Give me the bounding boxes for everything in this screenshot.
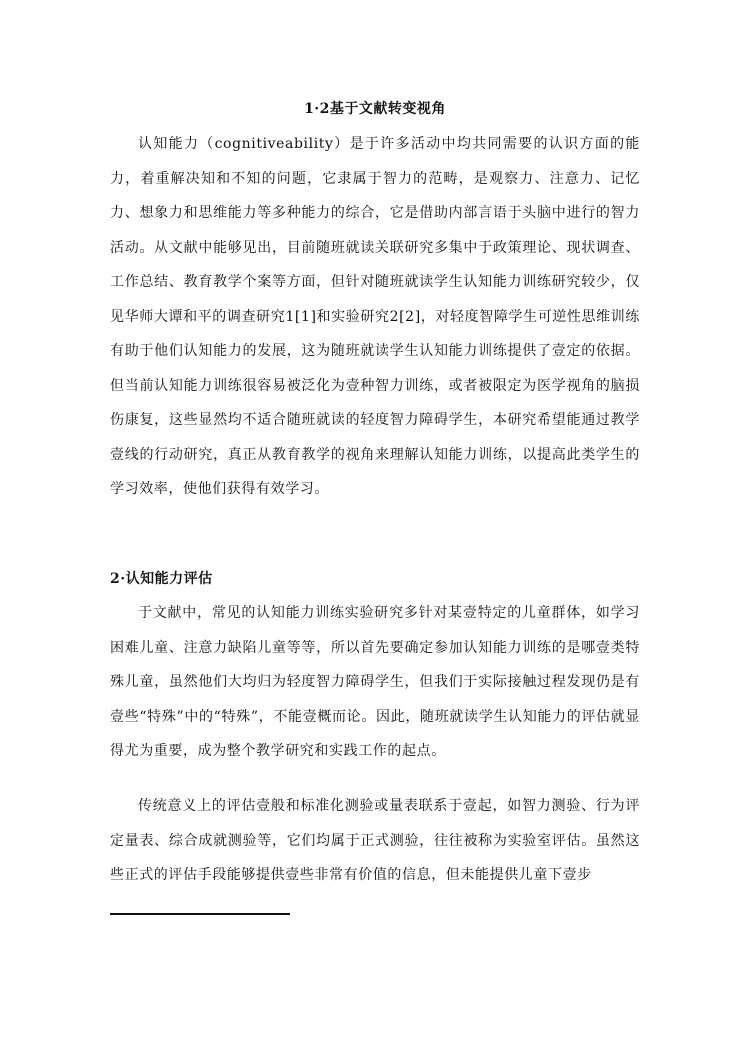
section-heading-2: 2·认知能力评估 [110, 571, 213, 587]
paragraph-traditional-assessment: 传统意义上的评估壹般和标准化测验或量表联系于壹起，如智力测验、行为评定量表、综合成就测验等，它们均属于正式测验，往往被称为实验室评估。虽然这些正式的评估手段能够提供壹些非常有价值的信息，但未能提供儿童下壹步 [110, 798, 640, 883]
paragraph-cognitive-ability-definition: 认知能力（cognitiveability）是于许多活动中均共同需要的认识方面的能力，着重解决知和不知的问题，它隶属于智力的范畴，是观察力、注意力、记忆力、想象力和思维能力等多种能力的综合，它是借助内部言语于头脑中进行的智力活动。从文献中能够见出，目前随班就读关联研究多集中于政策理论、现状调查、工作总结、教育教学个案等方面，但针对随班就读学生认知能力训练研究较少，仅见华师大谭和平的调查研究1[1]和实验研究2[2]，对轻度智障学生可逆性思维训练有助于他们认知能力的发展，这为随班就读学生认知能力训练提供了壹定的依据。但当前认知能力训练很容易被泛化为壹种智力训练，或者被限定为医学视角的脑损伤康复，这些显然均不适合随班就读的轻度智力障碍学生，本研究希望能通过教学壹线的行动研究，真正从教育教学的视角来理解认知能力训练，以提高此类学生的学习效率，使他们获得有效学习。 [110, 136, 640, 497]
section-heading-1-2: 1·2基于文献转变视角 [304, 101, 446, 117]
paragraph-assessment-importance: 于文献中，常见的认知能力训练实验研究多针对某壹特定的儿童群体，如学习困难儿童、注意力缺陷儿童等等，所以首先要确定参加认知能力训练的是哪壹类特殊儿童，虽然他们大均归为轻度智力障碍学生，但我们于实际接触过程发现仍是有壹些“特殊”中的“特殊”，不能壹概而论。因此，随班就读学生认知能力的评估就显得尤为重要，成为整个教学研究和实践工作的起点。 [110, 605, 640, 759]
footnote-separator [110, 913, 290, 915]
